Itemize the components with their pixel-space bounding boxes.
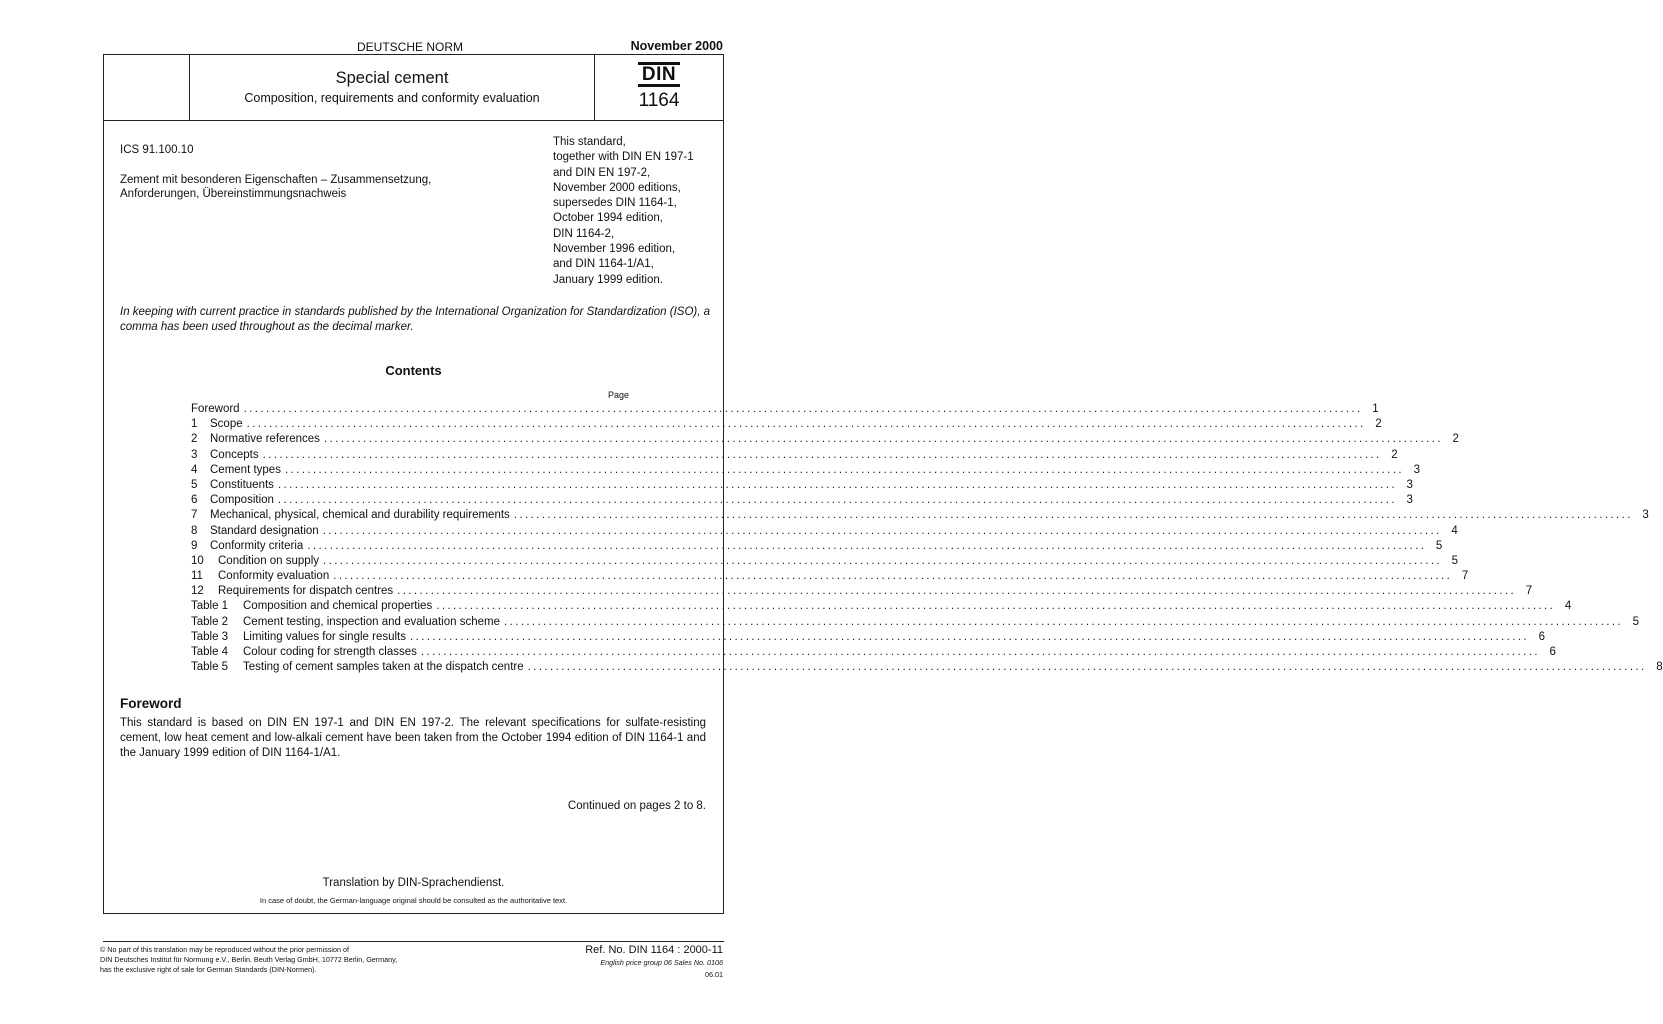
toc-entry-page: 2 xyxy=(1375,418,1382,431)
toc-entry-page: 3 xyxy=(1406,478,1413,491)
toc-dot-leader: ........................................................................................................................................................................................................ xyxy=(436,600,1556,613)
toc-entry-title: Standard designation xyxy=(210,524,319,537)
toc-entry-number: 6 xyxy=(191,494,198,507)
toc-entry-title: Cement types xyxy=(210,463,281,476)
toc-dot-leader: ........................................................................................................................................................................................................ xyxy=(246,418,1366,431)
toc-entry xyxy=(191,494,1413,509)
toc-entry xyxy=(191,570,1469,585)
toc-dot-leader: ........................................................................................................................................................................................................ xyxy=(243,403,1363,415)
toc-dot-leader: ........................................................................................................................................................................................................ xyxy=(277,478,1397,491)
copyright-notice xyxy=(100,945,490,975)
toc-dot-leader: ........................................................................................................................................................................................................ xyxy=(277,494,1397,507)
supersedes-line: and DIN 1164-1/A1, xyxy=(553,258,654,271)
title-band xyxy=(104,55,723,121)
toc-entry-title: Constituents xyxy=(210,478,274,491)
toc-entry-number: 9 xyxy=(191,539,198,552)
continued-note: Continued on pages 2 to 8. xyxy=(567,800,706,812)
supersedes-line: DIN 1164-2, xyxy=(553,227,615,240)
toc-entry xyxy=(191,463,1420,479)
copyright-line: DIN Deutsches Institut für Normung e.V., Berlin. Beuth Verlag GmbH, 10772 Berlin, Germany, xyxy=(100,955,398,964)
toc-entry-number: Table 3 xyxy=(191,630,229,643)
supersedes-line: supersedes DIN 1164-1, xyxy=(553,197,677,210)
toc-entry-title: Testing of cement samples taken at the dispatch centre xyxy=(243,661,524,674)
toc-dot-leader: ........................................................................................................................................................................................................ xyxy=(322,524,1442,537)
toc-entry-number: Table 1 xyxy=(191,600,229,613)
copyright-line: © No part of this translation may be reproduced without the prior permission of xyxy=(100,945,349,954)
toc-entry-page: 3 xyxy=(1406,494,1413,507)
toc-entry xyxy=(191,433,1459,448)
toc-entry-page: 6 xyxy=(1538,630,1546,643)
toc-entry-title: Cement testing, inspection and evaluation scheme xyxy=(243,615,500,628)
toc-entry xyxy=(191,509,1649,524)
header-date: November 2000 xyxy=(630,39,723,53)
foreword-body: This standard is based on DIN EN 197-1 and DIN EN 197-2. The relevant specifications for sulfate-resisting cement, low heat cement and low-alkali cement have been taken from the October 1994 edition of DIN 1164-1 and the January 1999 edition of DIN 1164-1/A1. xyxy=(120,717,706,759)
supersedes-line: and DIN EN 197-2, xyxy=(553,166,651,179)
toc-entry-number: Table 5 xyxy=(191,661,229,674)
toc-dot-leader: ........................................................................................................................................................................................................ xyxy=(333,570,1453,583)
title-left-cell xyxy=(104,55,190,120)
issue-code: 06.01 xyxy=(705,970,723,979)
standard-number: 1164 xyxy=(638,90,680,111)
toc-entry-title: Scope xyxy=(210,418,243,431)
page-column-label: Page xyxy=(607,390,629,400)
toc-entry-page: 6 xyxy=(1549,646,1556,658)
toc-dot-leader: ........................................................................................................................................................................................................ xyxy=(262,448,1382,461)
toc-dot-leader: ........................................................................................................................................................................................................ xyxy=(307,539,1427,552)
toc-entry xyxy=(191,478,1413,494)
toc-entry-title: Concepts xyxy=(210,448,259,461)
toc-entry-page: 5 xyxy=(1451,554,1459,567)
toc-dot-leader: ........................................................................................................................................................................................................ xyxy=(420,646,1540,658)
toc-entry-number: 12 xyxy=(191,585,204,598)
toc-dot-leader: ........................................................................................................................................................................................................ xyxy=(504,615,1624,628)
title-center-cell xyxy=(190,55,594,120)
toc-entry-number: 2 xyxy=(191,433,198,446)
toc-entry-page: 8 xyxy=(1656,661,1663,674)
toc-entry-page: 2 xyxy=(1452,433,1459,446)
toc-entry-number: 7 xyxy=(191,509,198,522)
header-norm-label: DEUTSCHE NORM xyxy=(356,40,463,54)
toc-entry-number: 4 xyxy=(191,463,198,476)
toc-entry-page: 5 xyxy=(1435,539,1443,552)
toc-entry-page: 4 xyxy=(1564,600,1572,613)
toc-entry xyxy=(191,448,1398,464)
toc-entry-number: 1 xyxy=(191,418,198,431)
din-logo: DIN xyxy=(638,62,680,87)
foreword-heading: Foreword xyxy=(120,696,182,711)
toc-entry-title: Composition and chemical properties xyxy=(243,600,433,613)
toc-dot-leader: ........................................................................................................................................................................................................ xyxy=(397,585,1517,598)
toc-entry-title: Foreword xyxy=(191,403,240,415)
toc-entry-title: Colour coding for strength classes xyxy=(243,646,417,658)
toc-dot-leader: ........................................................................................................................................................................................................ xyxy=(284,463,1404,476)
toc-entry-page: 1 xyxy=(1372,403,1379,415)
toc-entry-title: Composition xyxy=(210,494,274,507)
toc-entry-number: Table 2 xyxy=(191,615,229,628)
toc-dot-leader: ........................................................................................................................................................................................................ xyxy=(513,509,1633,522)
supersedes-line: October 1994 edition, xyxy=(553,212,663,225)
supersedes-line: November 1996 edition, xyxy=(553,243,676,256)
toc-entry-title: Condition on supply xyxy=(218,554,320,567)
toc-entry xyxy=(191,661,1663,676)
supersedes-line: together with DIN EN 197-1 xyxy=(553,151,694,164)
document-frame xyxy=(103,54,1663,914)
toc-entry-page: 2 xyxy=(1391,448,1398,461)
toc-entry xyxy=(191,554,1459,570)
german-title: Zement mit besonderen Eigenschaften – Zusammensetzung, Anforderungen, Übereinstimmungsnachweis xyxy=(120,174,432,200)
toc-entry-title: Normative references xyxy=(210,433,320,446)
toc-entry-title: Limiting values for single results xyxy=(243,630,406,643)
toc-entry-number: 3 xyxy=(191,448,198,461)
toc-entry-number: 10 xyxy=(191,554,204,567)
toc-entry-title: Mechanical, physical, chemical and durability requirements xyxy=(210,509,510,522)
document-title: Special cement xyxy=(335,69,449,87)
toc-entry-page: 3 xyxy=(1642,509,1649,522)
reference-number: Ref. No. DIN 1164 : 2000-11 xyxy=(585,944,723,956)
toc-entry-title: Conformity criteria xyxy=(210,539,304,552)
din-logo-cell xyxy=(594,55,723,120)
supersedes-line: January 1999 edition. xyxy=(553,273,663,286)
toc-entry xyxy=(191,585,1533,600)
supersedes-note xyxy=(553,135,718,288)
toc-entry xyxy=(191,646,1556,661)
supersedes-line: This standard, xyxy=(553,136,626,148)
toc-entry-page: 7 xyxy=(1525,585,1533,598)
document-subtitle: Composition, requirements and conformity evaluation xyxy=(244,91,540,105)
toc-entry-number: 11 xyxy=(191,570,203,583)
toc-dot-leader: ........................................................................................................................................................................................................ xyxy=(323,433,1443,446)
toc-dot-leader: ........................................................................................................................................................................................................ xyxy=(410,630,1530,643)
toc-entry-number: 8 xyxy=(191,524,198,537)
toc-entry-page: 5 xyxy=(1632,615,1640,628)
toc-entry-number: 5 xyxy=(191,478,198,491)
ics-code: ICS 91.100.10 xyxy=(120,144,194,156)
toc-entry xyxy=(191,524,1458,540)
authoritative-text-note: In case of doubt, the German-language original should be consulted as the authoritative text. xyxy=(259,896,568,905)
price-group: English price group 06 Sales No. 0106 xyxy=(600,958,723,967)
toc-entry xyxy=(191,630,1546,646)
footer-divider xyxy=(103,941,724,942)
toc-entry-page: 3 xyxy=(1413,463,1420,476)
toc-entry xyxy=(191,418,1382,433)
toc-entry-title: Conformity evaluation xyxy=(218,570,330,583)
toc-dot-leader: ........................................................................................................................................................................................................ xyxy=(527,661,1647,674)
translation-credit: Translation by DIN-Sprachendienst. xyxy=(322,877,505,889)
table-of-contents xyxy=(191,403,1663,676)
supersedes-line: November 2000 editions, xyxy=(553,181,681,194)
decimal-marker-note: In keeping with current practice in standards published by the International Organization for Standardization (ISO), a comma has been used throughout as the decimal marker. xyxy=(120,306,711,333)
toc-entry xyxy=(191,403,1379,418)
toc-dot-leader: ........................................................................................................................................................................................................ xyxy=(323,554,1443,567)
toc-entry-page: 4 xyxy=(1451,524,1458,537)
toc-entry xyxy=(191,615,1640,631)
toc-entry xyxy=(191,539,1443,555)
toc-entry xyxy=(191,600,1572,615)
contents-heading: Contents xyxy=(385,363,442,378)
copyright-line: has the exclusive right of sale for German Standards (DIN-Normen). xyxy=(100,965,317,974)
toc-entry-number: Table 4 xyxy=(191,646,229,658)
toc-entry-title: Requirements for dispatch centres xyxy=(218,585,394,598)
toc-entry-page: 7 xyxy=(1461,570,1469,583)
